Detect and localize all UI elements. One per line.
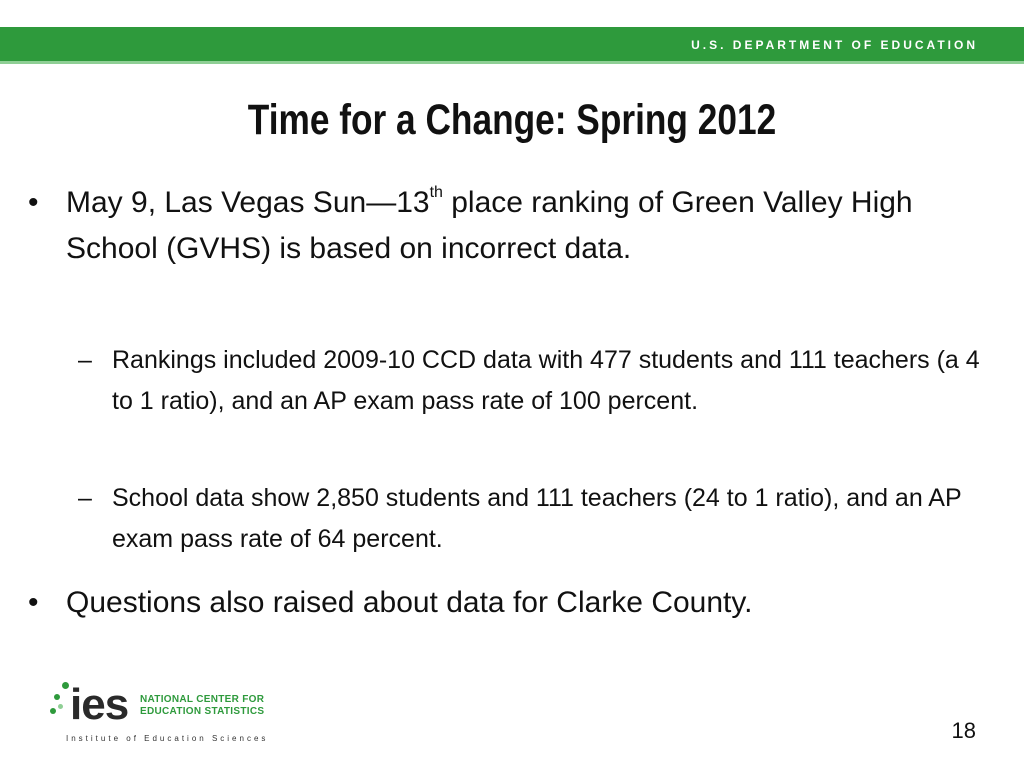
agency-name: U.S. DEPARTMENT OF EDUCATION bbox=[691, 38, 978, 52]
bullet-text-continued: place ranking of Green Valley High School (GVHS) is based on incorrect data. bbox=[66, 186, 913, 265]
sub-bullet-text: School data show 2,850 students and 111 teachers (24 to 1 ratio), and an AP exam pass rate of 64 percent. bbox=[112, 484, 962, 553]
bullet-item-2 bbox=[28, 580, 996, 626]
bullet-marker: • bbox=[28, 586, 39, 619]
slide-number: 18 bbox=[951, 718, 976, 743]
logo-subtitle: Institute of Education Sciences bbox=[66, 734, 269, 743]
bullet-text: May 9, Las Vegas Sun—13 bbox=[66, 186, 430, 219]
logo-name-line1: NATIONAL CENTER FOR bbox=[140, 694, 265, 705]
bullet-text: Questions also raised about data for Clarke County. bbox=[66, 586, 753, 619]
sub-bullet-text: Rankings included 2009-10 CCD data with 477 students and 111 teachers (a 4 to 1 ratio), and an AP exam pass rate of 100 percent. bbox=[112, 346, 980, 415]
sub-bullet-marker: – bbox=[78, 484, 92, 512]
bullet-marker: • bbox=[28, 186, 39, 219]
header-divider bbox=[0, 61, 1024, 64]
slide-title: Time for a Change: Spring 2012 bbox=[247, 96, 777, 144]
ordinal-superscript: th bbox=[429, 184, 443, 201]
logo-nces-name bbox=[140, 694, 264, 718]
sub-bullet-marker: – bbox=[78, 346, 92, 374]
sub-bullet-1 bbox=[78, 340, 992, 422]
sub-bullet-2 bbox=[78, 478, 992, 560]
ies-nces-logo bbox=[48, 678, 288, 748]
bullet-item-1 bbox=[28, 180, 996, 272]
logo-mark: ies bbox=[70, 680, 129, 729]
logo-name-line2: EDUCATION STATISTICS bbox=[140, 706, 265, 717]
